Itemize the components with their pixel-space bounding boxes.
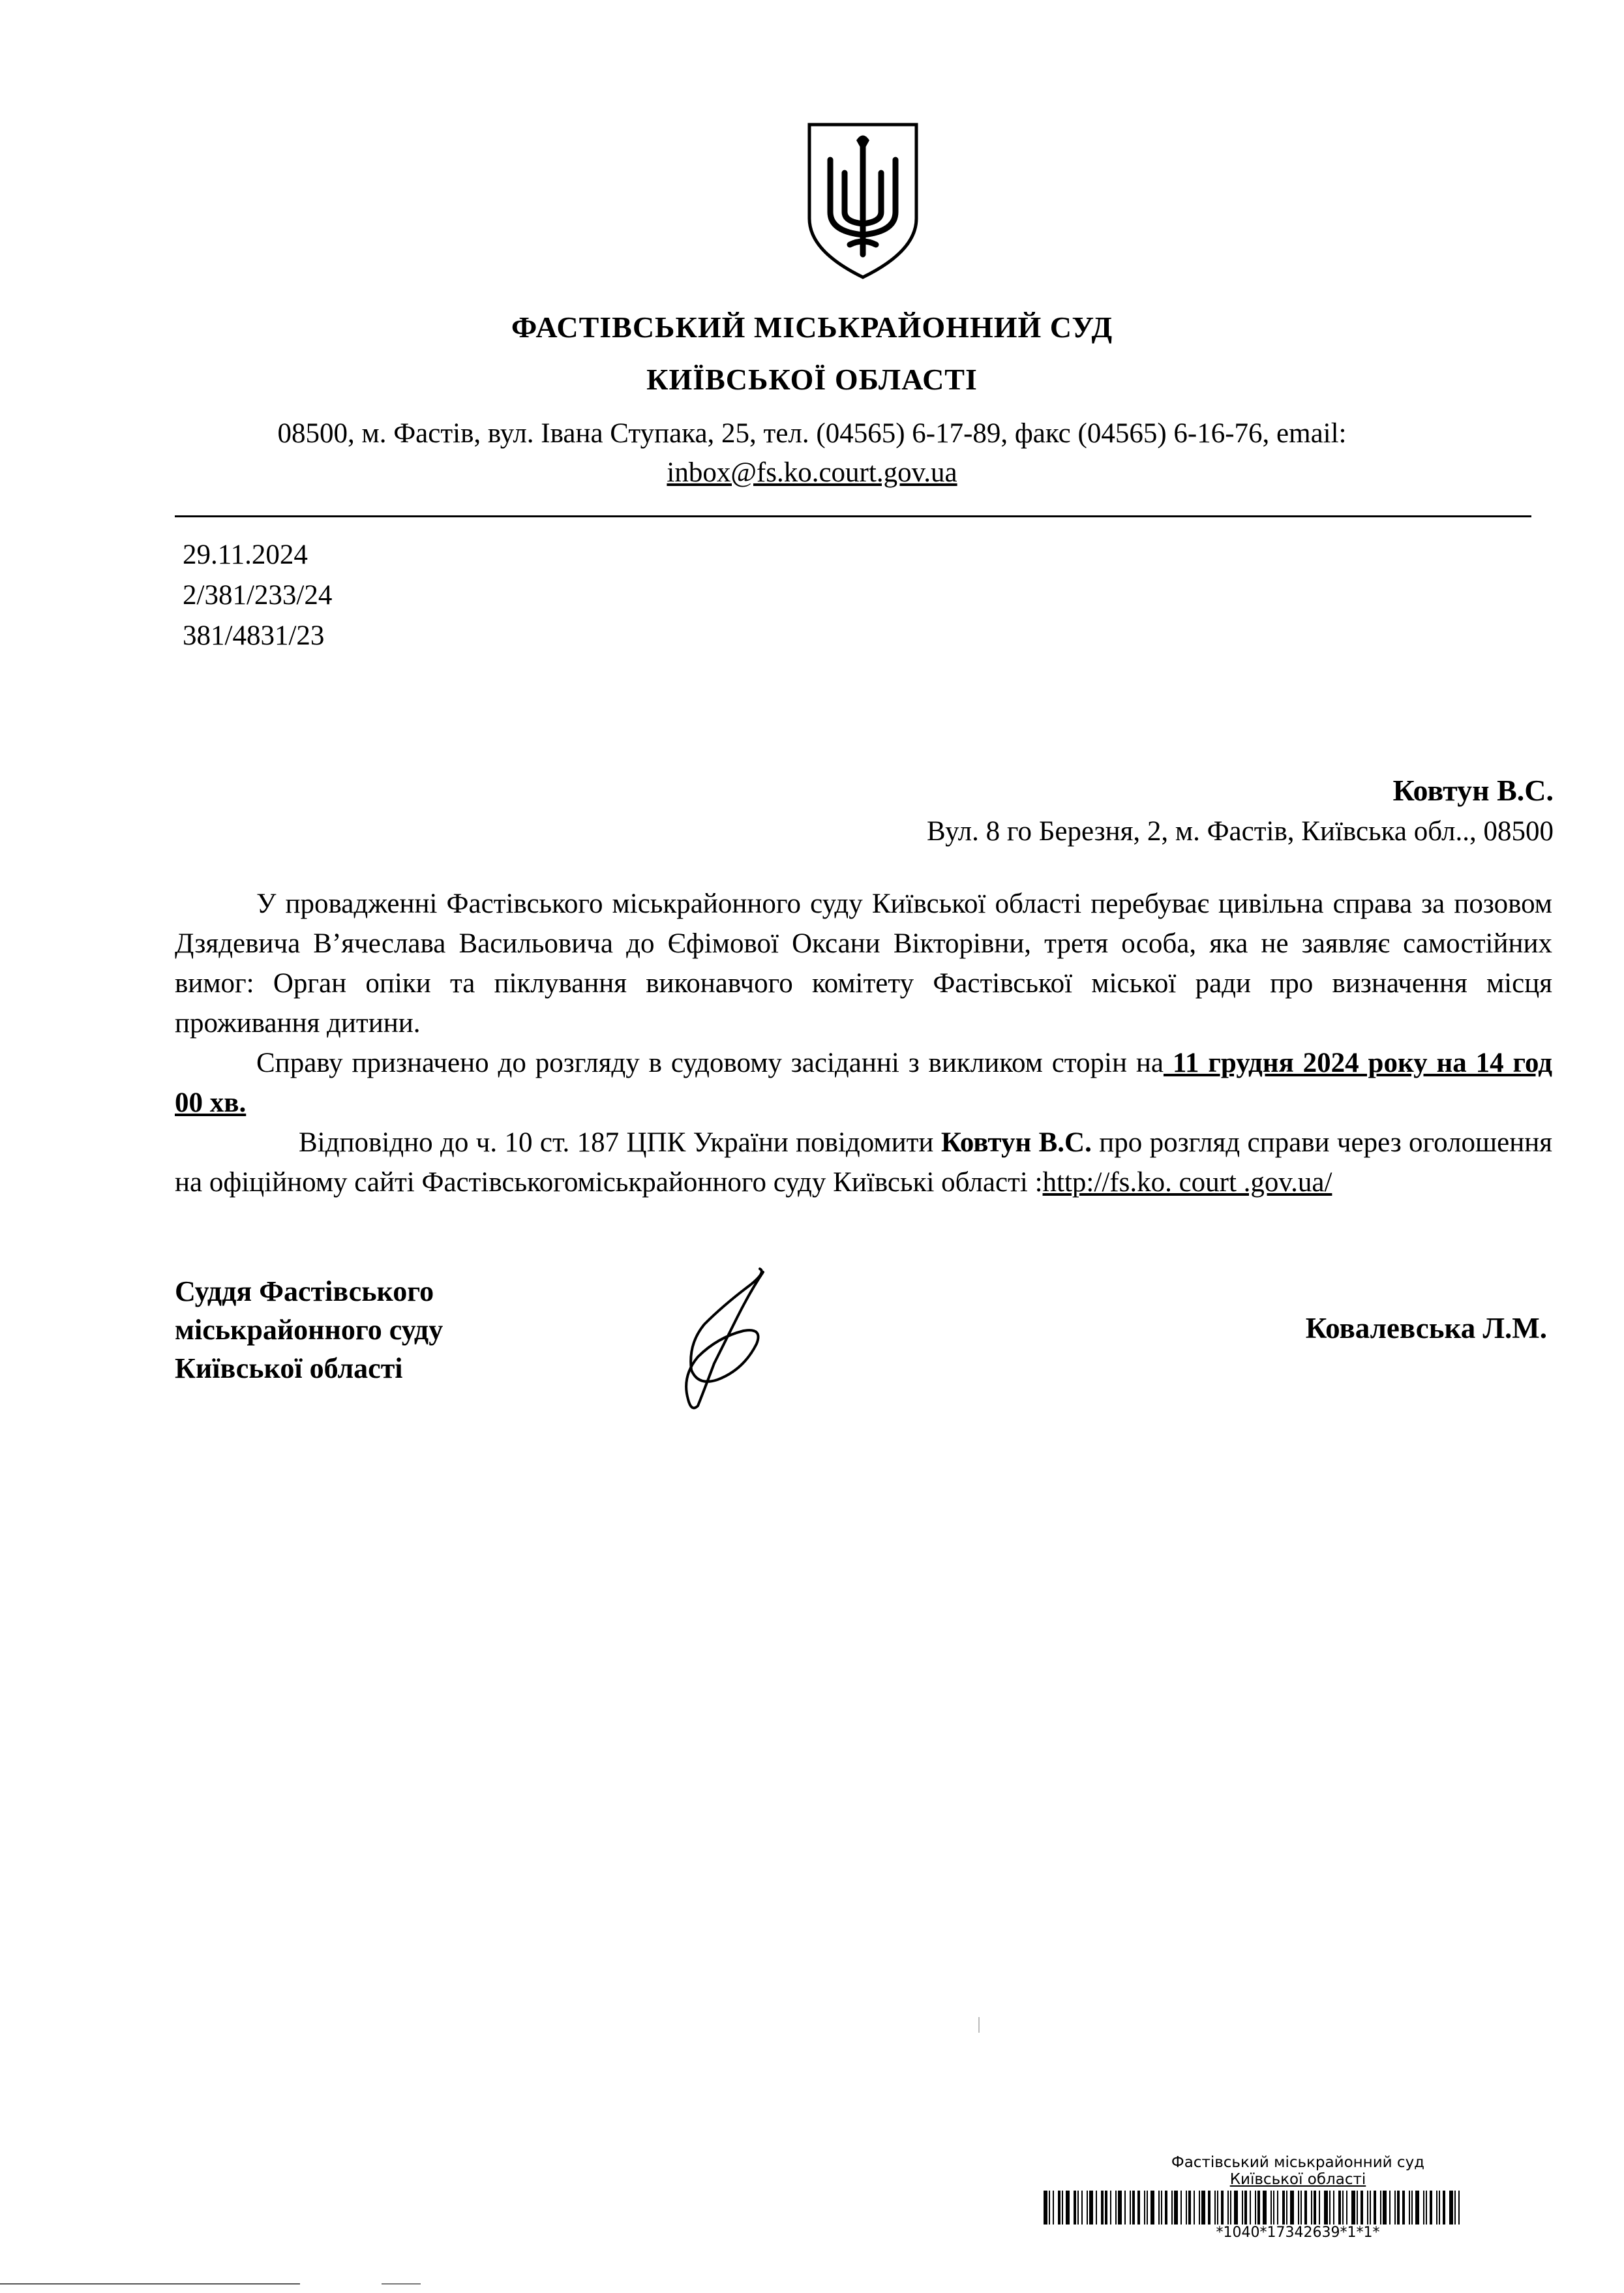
barcode-bar: [1304, 2191, 1307, 2225]
barcode-bar: [1158, 2191, 1160, 2225]
judge-title: [175, 1272, 443, 1388]
barcode-bar: [1430, 2191, 1432, 2225]
barcode-bar: [1194, 2191, 1195, 2225]
case-number: 381/4831/23: [183, 620, 325, 651]
barcode-bar: [1096, 2191, 1097, 2225]
notice-text: про розгляд справи через оголошення на офіційному сайті Фастівськогоміськрайонного суду Київські області :: [175, 1127, 1552, 1198]
barcode-text: *1040*17342639*1*1*: [1216, 2225, 1380, 2241]
barcode-bar: [1201, 2191, 1205, 2225]
barcode-bar: [1346, 2191, 1347, 2225]
barcode-bar: [1255, 2191, 1256, 2225]
barcode-bar: [1161, 2191, 1162, 2225]
barcode-bar: [1074, 2191, 1076, 2225]
barcode-bar: [1180, 2191, 1182, 2225]
barcode-bar: [1357, 2191, 1358, 2225]
barcode-bar: [1087, 2191, 1088, 2225]
barcode-bar: [1227, 2191, 1229, 2225]
barcode-bar: [1257, 2191, 1260, 2225]
barcode-bar: [1394, 2191, 1396, 2225]
email-link[interactable]: inbox@fs.ko.court.gov.ua: [667, 457, 957, 488]
barcode-bar: [1314, 2191, 1316, 2225]
outgoing-number: 2/381/233/24: [183, 580, 333, 611]
barcode-bar: [1217, 2191, 1218, 2225]
barcode-bar: [1147, 2191, 1148, 2225]
barcode-bar: [1282, 2191, 1285, 2225]
barcode-bar: [1454, 2191, 1456, 2225]
barcode-bar: [1286, 2191, 1287, 2225]
barcode-bar: [1058, 2191, 1060, 2225]
bottom-scan-line: [0, 2283, 300, 2285]
barcode-bar: [1199, 2191, 1200, 2225]
barcode-bar: [1186, 2191, 1187, 2225]
barcode-bar: [1221, 2191, 1224, 2225]
barcode: [1044, 2191, 1552, 2225]
barcode-bar: [1298, 2191, 1299, 2225]
barcode-bar: [1101, 2191, 1104, 2225]
barcode-bar: [1137, 2191, 1140, 2225]
barcode-bar: [1361, 2191, 1363, 2225]
barcode-bar: [1208, 2191, 1210, 2225]
barcode-bar: [1124, 2191, 1126, 2225]
barcode-bar: [1333, 2191, 1334, 2225]
barcode-bar: [1188, 2191, 1191, 2225]
notice-recipient: Ковтун В.С.: [940, 1127, 1092, 1158]
trident-emblem-icon: [804, 121, 922, 281]
barcode-bar: [1426, 2191, 1427, 2225]
body-paragraph-3: [175, 1123, 1552, 1202]
barcode-bar: [1411, 2191, 1413, 2225]
barcode-bar: [1351, 2191, 1355, 2225]
court-name-line1: ФАСТІВСЬКИЙ МІСЬКРАЙОННИЙ СУД: [511, 311, 1113, 344]
barcode-bar: [1066, 2191, 1070, 2225]
stamp-line1: Фастівський міськрайонний суд: [1171, 2154, 1425, 2171]
barcode-bar: [1132, 2191, 1135, 2225]
barcode-bar: [1409, 2191, 1410, 2225]
hearing-date: 11 грудня 2024 року на 14 год 00 хв.: [175, 1048, 1552, 1118]
judge-title-line1: Суддя Фастівського: [175, 1275, 434, 1307]
judge-title-line2: міськрайонного суду: [175, 1314, 444, 1346]
body-paragraph-1: У провадженні Фастівського міськрайонного суду Київської області перебуває цивільна справа за позовом Дзядевича В’ячеслава Васильовича до Єфімової Оксани Вікторівни, третя особа, яка не заявляє самостійних вимог: Орган опіки та піклування виконавчого комітету Фастівської міської ради про визначення місця проживання дитини.: [175, 888, 1552, 1039]
letter-body: [175, 884, 1552, 1202]
barcode-bar: [1449, 2191, 1453, 2225]
barcode-bar: [1383, 2191, 1387, 2225]
barcode-bar: [1171, 2191, 1173, 2225]
barcode-bar: [1319, 2191, 1320, 2225]
barcode-bar: [1110, 2191, 1111, 2225]
barcode-bar: [1242, 2191, 1243, 2225]
barcode-bar: [1423, 2191, 1424, 2225]
barcode-bar: [1077, 2191, 1079, 2225]
barcode-bar: [1397, 2191, 1400, 2225]
court-website-link[interactable]: http://fs.ko. court .gov.ua/: [1042, 1167, 1332, 1198]
barcode-bar: [1263, 2191, 1267, 2225]
stamp-line2: Київської області: [1229, 2171, 1366, 2188]
barcode-bar: [1370, 2191, 1371, 2225]
barcode-bar: [1338, 2191, 1341, 2225]
scan-mark: [978, 2017, 980, 2033]
court-email: [0, 457, 1624, 489]
barcode-bar: [1144, 2191, 1145, 2225]
barcode-bar: [1089, 2191, 1093, 2225]
court-name-line2: КИЇВСЬКОЇ ОБЛАСТІ: [646, 363, 978, 396]
barcode-bar: [1436, 2191, 1437, 2225]
header-divider: [175, 515, 1531, 517]
barcode-bar: [1458, 2191, 1460, 2225]
barcode-bar: [1081, 2191, 1083, 2225]
barcode-bar: [1374, 2191, 1376, 2225]
barcode-bar: [1230, 2191, 1231, 2225]
barcode-bar: [1049, 2191, 1050, 2225]
hearing-intro: Справу призначено до розгляду в судовому засіданні з викликом сторін на: [256, 1048, 1164, 1078]
barcode-bar: [1115, 2191, 1117, 2225]
notice-intro: Відповідно до ч. 10 ст. 187 ЦПК України повідомити: [299, 1127, 941, 1158]
barcode-bar: [1342, 2191, 1344, 2225]
barcode-bar: [1277, 2191, 1278, 2225]
barcode-bar: [1244, 2191, 1247, 2225]
barcode-bar: [1062, 2191, 1063, 2225]
barcode-bar: [1290, 2191, 1294, 2225]
barcode-bar: [1439, 2191, 1440, 2225]
document-meta: [183, 535, 332, 656]
barcode-bar: [1329, 2191, 1331, 2225]
barcode-bar: [1053, 2191, 1054, 2225]
letter-date: 29.11.2024: [183, 539, 308, 570]
barcode-bar: [1105, 2191, 1107, 2225]
barcode-bar: [1380, 2191, 1381, 2225]
barcode-bar: [1443, 2191, 1445, 2225]
body-paragraph-2: [175, 1043, 1552, 1123]
barcode-bar: [1415, 2191, 1419, 2225]
barcode-bar: [1402, 2191, 1405, 2225]
handwritten-signature: [652, 1266, 789, 1416]
recipient-address: Вул. 8 го Березня, 2, м. Фастів, Київська обл.., 08500: [926, 816, 1554, 847]
registry-stamp: [1044, 2154, 1552, 2241]
court-address: 08500, м. Фастів, вул. Івана Ступака, 25, тел. (04565) 6-17-89, факс (04565) 6-16-76, email:: [277, 418, 1347, 449]
barcode-bar: [1150, 2191, 1154, 2225]
barcode-bar: [1118, 2191, 1122, 2225]
barcode-bar: [1044, 2191, 1047, 2225]
barcode-bar: [1130, 2191, 1131, 2225]
barcode-bar: [1234, 2191, 1238, 2225]
barcode-bar: [1273, 2191, 1274, 2225]
recipient-name: Ковтун В.С.: [1392, 774, 1554, 807]
barcode-bar: [1174, 2191, 1178, 2225]
barcode-bar: [1250, 2191, 1251, 2225]
bottom-scan-line-2: [382, 2283, 421, 2285]
barcode-bar: [1301, 2191, 1302, 2225]
barcode-bar: [1271, 2191, 1272, 2225]
judge-name: Ковалевська Л.М.: [1305, 1312, 1547, 1344]
barcode-bar: [1165, 2191, 1167, 2225]
barcode-bar: [1324, 2191, 1328, 2225]
barcode-bar: [1367, 2191, 1368, 2225]
judge-title-line3: Київської області: [175, 1352, 403, 1384]
barcode-bar: [1311, 2191, 1312, 2225]
barcode-bar: [1214, 2191, 1216, 2225]
barcode-bar: [1389, 2191, 1391, 2225]
